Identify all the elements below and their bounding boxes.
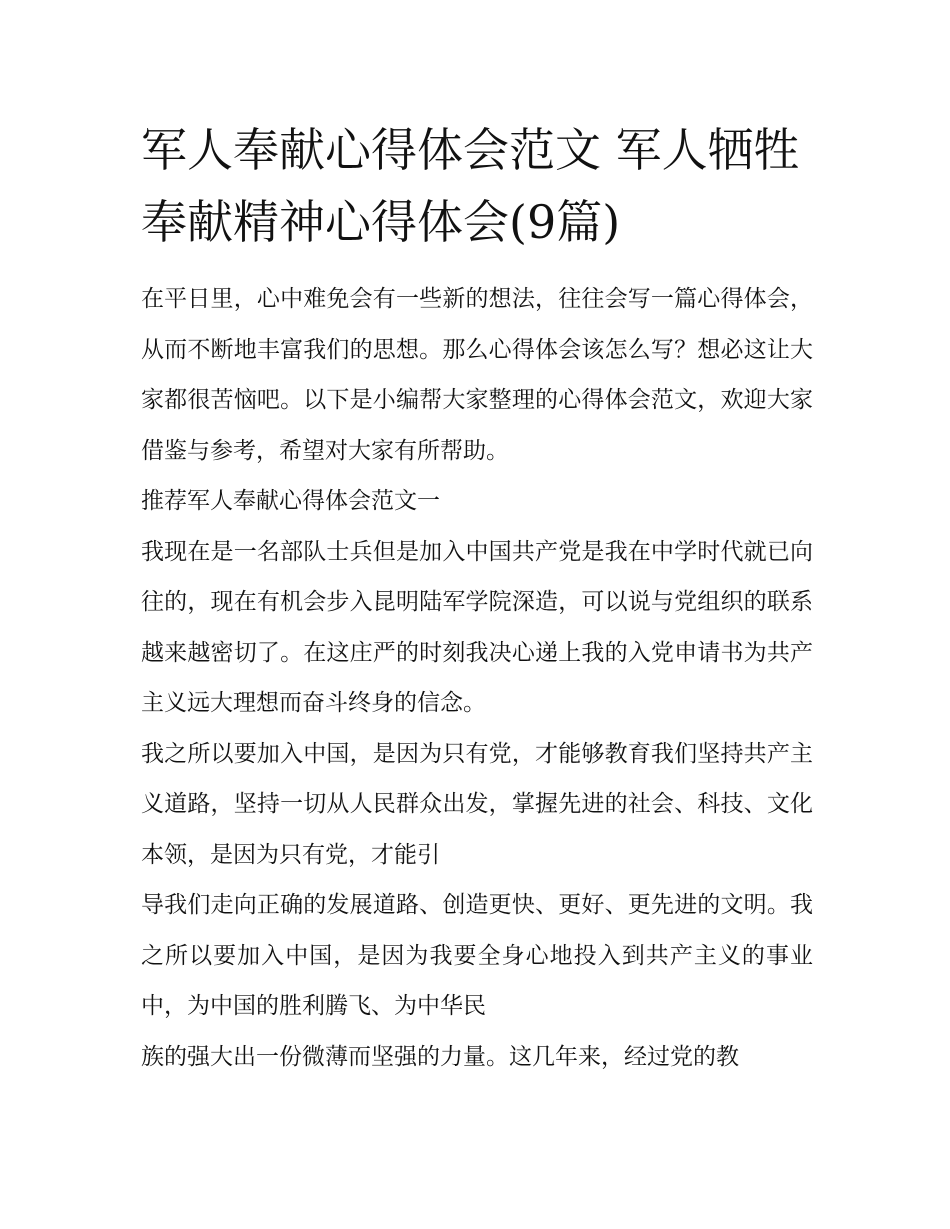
intro-paragraph: 在平日里，心中难免会有一些新的想法，往往会写一篇心得体会，从而不断地丰富我们的思想。那么心得体会该怎么写？想必这让大家都很苦恼吧。以下是小编帮大家整理的心得体会范文，欢迎大家借鉴与参考，希望对大家有所帮助。 (141, 286, 813, 464)
body-paragraph: 我之所以要加入中国，是因为只有党，才能够教育我们坚持共产主义道路，坚持一切从人民群众出发，掌握先进的社会、科技、文化本领，是因为只有党，才能引 (141, 740, 813, 868)
body-paragraph: 我现在是一名部队士兵但是加入中国共产党是我在中学时代就已向往的，现在有机会步入昆明陆军学院深造，可以说与党组织的联系越来越密切了。在这庄严的时刻我决心递上我的入党申请书为共产主义远大理想而奋斗终身的信念。 (141, 538, 813, 716)
document-body (141, 274, 813, 1082)
section-heading: 推荐军人奉献心得体会范文一 (141, 488, 440, 514)
body-paragraph: 族的强大出一份微薄而坚强的力量。这几年来，经过党的教 (141, 1043, 739, 1070)
body-paragraph: 导我们走向正确的发展道路、创造更快、更好、更先进的文明。我之所以要加入中国，是因为我要全身心地投入到共产主义的事业中，为中国的胜利腾飞、为中华民 (141, 892, 813, 1019)
document-content (141, 114, 813, 1082)
document-title: 军人奉献心得体会范文 军人牺牲奉献精神心得体会(9篇) (141, 123, 800, 249)
